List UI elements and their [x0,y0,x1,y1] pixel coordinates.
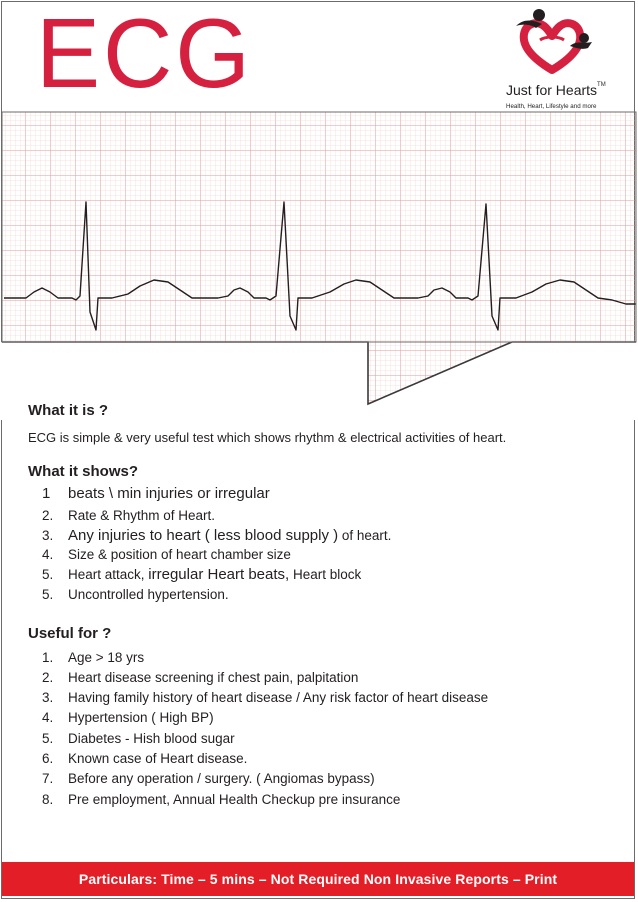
list-item: 8. Pre employment, Annual Health Checkup pre insurance [42,792,401,807]
list-item: 2. Heart disease screening if chest pain, palpitation [42,670,359,685]
what-it-is-heading: What it is ? [28,402,108,419]
list-item: 5. Uncontrolled hypertension. [42,587,229,602]
brand-tagline: Health, Heart, Lifestyle and more [506,103,597,110]
useful-for-heading: Useful for ? [28,625,112,642]
what-it-is-text: ECG is simple & very useful test which shows rhythm & electrical activities of heart. [28,430,507,445]
brand-name: Just for Hearts™ [506,82,606,98]
list-item: 1. Age > 18 yrs [42,650,145,665]
page-title: ECG [36,0,253,108]
list-item: 6. Known case of Heart disease. [42,751,248,766]
list-item: 4. Hypertension ( High BP) [42,710,214,725]
list-item: 4. Size & position of heart chamber size [42,547,291,562]
list-item: 1 beats \ min injuries or irregular [42,485,270,502]
list-item: 3. Having family history of heart disease / Any risk factor of heart disease [42,690,489,705]
list-item: 5. Diabetes - Hish blood sugar [42,731,235,746]
footer-banner: Particulars: Time – 5 mins – Not Required Non Invasive Reports – Print [2,862,634,896]
list-item: 7. Before any operation / surgery. ( Angiomas bypass) [42,771,375,786]
list-item: 2. Rate & Rhythm of Heart. [42,508,216,523]
ecg-strip [0,0,638,420]
what-it-shows-heading: What it shows? [28,463,138,480]
list-item: 3. Any injuries to heart ( less blood supply ) of heart. [42,527,392,544]
list-item: 5. Heart attack, irregular Heart beats, Heart block [42,566,362,583]
